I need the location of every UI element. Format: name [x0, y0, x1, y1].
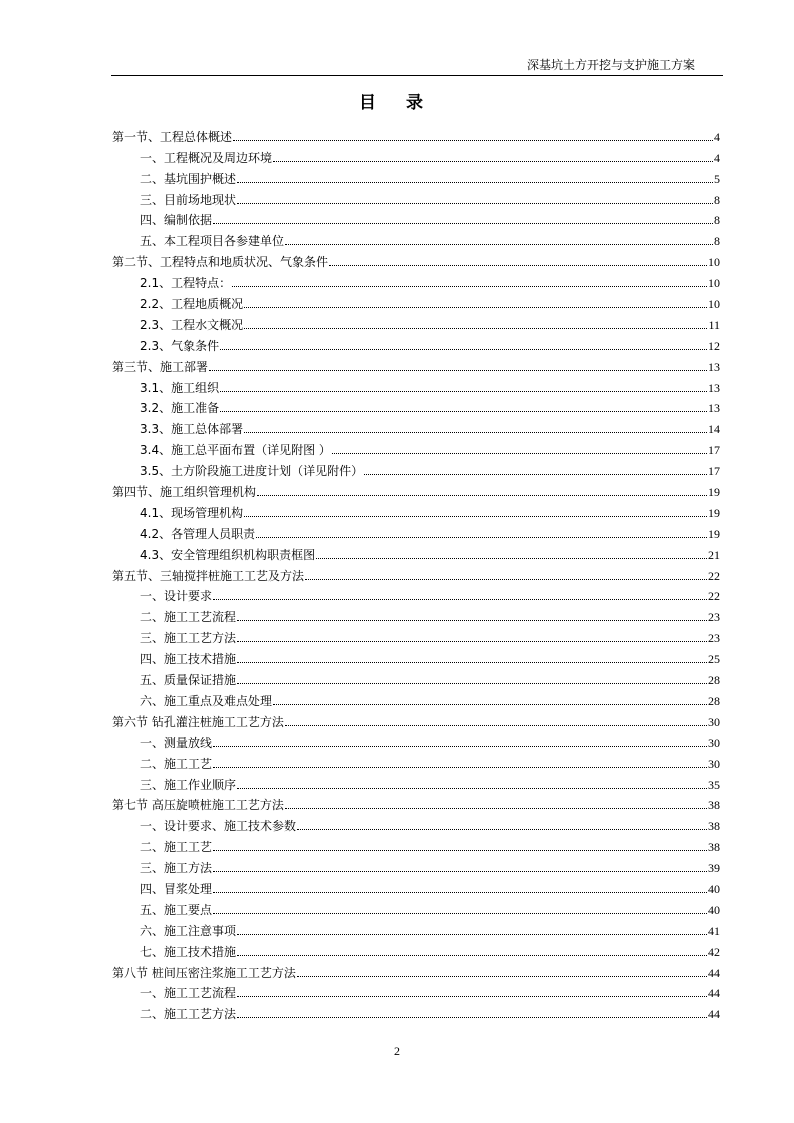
toc-entry-page: 8 — [714, 213, 720, 228]
toc-entry-page: 17 — [708, 443, 720, 458]
toc-subsection-entry[interactable] — [112, 897, 720, 918]
toc-entry-page: 13 — [708, 401, 720, 416]
toc-dot-leader — [237, 787, 707, 789]
toc-entry-label: 3.4、施工总平面布置（详见附图 ） — [140, 443, 331, 458]
toc-entry-label: 三、施工方法 — [140, 861, 213, 876]
toc-entry-page: 25 — [708, 652, 720, 667]
toc-subsection-entry[interactable] — [112, 646, 720, 667]
toc-entry-label: 四、冒浆处理 — [140, 881, 213, 896]
toc-dot-leader — [285, 243, 713, 245]
toc-entry-label: 二、施工工艺流程 — [140, 610, 237, 625]
toc-subsection-entry[interactable] — [112, 542, 720, 563]
toc-subsection-entry[interactable] — [112, 604, 720, 625]
toc-dot-leader — [332, 452, 707, 454]
table-of-contents — [112, 124, 720, 1022]
toc-dot-leader — [316, 557, 707, 559]
toc-subsection-entry[interactable] — [112, 416, 720, 437]
toc-dot-leader — [244, 306, 707, 308]
toc-entry-label: 第六节 钻孔灌注桩施工工艺方法 — [112, 714, 284, 729]
toc-subsection-entry[interactable] — [112, 730, 720, 751]
toc-entry-label: 四、施工技术措施 — [140, 652, 237, 667]
toc-subsection-entry[interactable] — [112, 166, 720, 187]
toc-subsection-entry[interactable] — [112, 772, 720, 793]
toc-section-entry[interactable] — [112, 709, 720, 730]
toc-dot-leader — [237, 682, 707, 684]
toc-entry-label: 四、编制依据 — [140, 213, 213, 228]
toc-dot-leader — [297, 828, 707, 830]
toc-entry-page: 40 — [708, 902, 720, 917]
toc-entry-label: 2.2、工程地质概况 — [140, 297, 244, 312]
toc-entry-page: 44 — [708, 965, 720, 980]
toc-dot-leader — [213, 891, 707, 893]
toc-entry-label: 2.3、工程水文概况 — [140, 317, 244, 332]
toc-subsection-entry[interactable] — [112, 625, 720, 646]
toc-subsection-entry[interactable] — [112, 208, 720, 229]
toc-subsection-entry[interactable] — [112, 751, 720, 772]
toc-entry-label: 三、目前场地现状 — [140, 192, 237, 207]
toc-entry-page: 11 — [708, 317, 720, 332]
toc-entry-label: 五、本工程项目各参建单位 — [140, 234, 285, 249]
toc-entry-label: 第一节、工程总体概述 — [112, 129, 233, 144]
toc-subsection-entry[interactable] — [112, 813, 720, 834]
toc-subsection-entry[interactable] — [112, 333, 720, 354]
toc-dot-leader — [237, 995, 707, 997]
toc-entry-page: 30 — [708, 735, 720, 750]
toc-entry-label: 2.3、气象条件 — [140, 338, 220, 353]
toc-entry-page: 28 — [708, 673, 720, 688]
toc-entry-page: 23 — [708, 610, 720, 625]
toc-dot-leader — [273, 703, 707, 705]
toc-section-entry[interactable] — [112, 479, 720, 500]
toc-entry-page: 13 — [708, 359, 720, 374]
toc-dot-leader — [244, 431, 707, 433]
toc-entry-page: 4 — [714, 129, 720, 144]
toc-entry-label: 一、施工工艺流程 — [140, 986, 237, 1001]
page-number: 2 — [394, 1044, 400, 1058]
toc-dot-leader — [237, 181, 713, 183]
toc-section-entry[interactable] — [112, 793, 720, 814]
header-title: 深基坑土方开挖与支护施工方案 — [526, 58, 695, 72]
toc-section-entry[interactable] — [112, 354, 720, 375]
toc-subsection-entry[interactable] — [112, 688, 720, 709]
toc-entry-page: 10 — [708, 276, 720, 291]
toc-entry-label: 第三节、施工部署 — [112, 359, 209, 374]
toc-dot-leader — [273, 160, 713, 162]
toc-entry-page: 5 — [714, 171, 720, 186]
toc-entry-page: 10 — [708, 255, 720, 270]
toc-dot-leader — [232, 285, 707, 287]
toc-entry-page: 21 — [708, 547, 720, 562]
toc-entry-page: 40 — [708, 881, 720, 896]
toc-entry-label: 第四节、施工组织管理机构 — [112, 485, 257, 500]
toc-entry-page: 30 — [708, 714, 720, 729]
toc-title: 目 录 — [359, 93, 435, 113]
toc-entry-page: 41 — [708, 923, 720, 938]
toc-entry-label: 七、施工技术措施 — [140, 944, 237, 959]
toc-dot-leader — [364, 473, 707, 475]
toc-entry-page: 8 — [714, 192, 720, 207]
toc-dot-leader — [213, 745, 707, 747]
toc-dot-leader — [237, 661, 707, 663]
toc-entry-label: 第二节、工程特点和地质状况、气象条件 — [112, 255, 329, 270]
toc-dot-leader — [233, 139, 713, 141]
toc-entry-label: 五、质量保证措施 — [140, 673, 237, 688]
toc-entry-page: 14 — [708, 422, 720, 437]
toc-entry-label: 4.3、安全管理组织机构职责框图 — [140, 547, 316, 562]
toc-entry-label: 4.2、各管理人员职责 — [140, 526, 256, 541]
toc-entry-label: 二、施工工艺 — [140, 756, 213, 771]
toc-subsection-entry[interactable] — [112, 939, 720, 960]
toc-subsection-entry[interactable] — [112, 876, 720, 897]
toc-dot-leader — [220, 390, 707, 392]
toc-entry-page: 30 — [708, 756, 720, 771]
toc-dot-leader — [237, 202, 713, 204]
toc-dot-leader — [256, 536, 707, 538]
toc-dot-leader — [329, 264, 707, 266]
toc-dot-leader — [213, 766, 707, 768]
toc-dot-leader — [237, 933, 707, 935]
toc-section-entry[interactable] — [112, 249, 720, 270]
toc-subsection-entry[interactable] — [112, 291, 720, 312]
toc-entry-label: 六、施工注意事项 — [140, 923, 237, 938]
toc-dot-leader — [220, 410, 707, 412]
toc-dot-leader — [244, 327, 707, 329]
toc-entry-label: 第八节 桩间压密注浆施工工艺方法 — [112, 965, 296, 980]
toc-subsection-entry[interactable] — [112, 584, 720, 605]
toc-entry-page: 35 — [708, 777, 720, 792]
toc-entry-page: 28 — [708, 693, 720, 708]
toc-entry-page: 19 — [708, 505, 720, 520]
toc-dot-leader — [213, 222, 713, 224]
toc-entry-page: 42 — [708, 944, 720, 959]
toc-entry-page: 22 — [708, 568, 720, 583]
toc-entry-label: 二、基坑围护概述 — [140, 171, 237, 186]
toc-dot-leader — [244, 515, 707, 517]
toc-subsection-entry[interactable] — [112, 437, 720, 458]
toc-dot-leader — [297, 975, 707, 977]
toc-entry-label: 3.3、施工总体部署 — [140, 422, 244, 437]
toc-section-entry[interactable] — [112, 563, 720, 584]
toc-entry-page: 13 — [708, 380, 720, 395]
toc-entry-label: 六、施工重点及难点处理 — [140, 693, 273, 708]
toc-entry-label: 五、施工要点 — [140, 902, 213, 917]
toc-entry-page: 10 — [708, 297, 720, 312]
toc-dot-leader — [237, 1016, 707, 1018]
toc-subsection-entry[interactable] — [112, 834, 720, 855]
toc-entry-page: 17 — [708, 464, 720, 479]
toc-dot-leader — [237, 640, 707, 642]
toc-subsection-entry[interactable] — [112, 375, 720, 396]
toc-subsection-entry[interactable] — [112, 918, 720, 939]
toc-section-entry[interactable] — [112, 124, 720, 145]
toc-dot-leader — [257, 494, 707, 496]
toc-subsection-entry[interactable] — [112, 1001, 720, 1022]
toc-entry-label: 第七节 高压旋喷桩施工工艺方法 — [112, 798, 284, 813]
toc-subsection-entry[interactable] — [112, 458, 720, 479]
toc-subsection-entry[interactable] — [112, 855, 720, 876]
toc-entry-label: 三、施工工艺方法 — [140, 631, 237, 646]
toc-entry-label: 3.1、施工组织 — [140, 380, 220, 395]
toc-dot-leader — [237, 619, 707, 621]
toc-entry-page: 44 — [708, 1007, 720, 1022]
toc-entry-page: 12 — [708, 338, 720, 353]
toc-subsection-entry[interactable] — [112, 228, 720, 249]
toc-dot-leader — [213, 870, 707, 872]
toc-subsection-entry[interactable] — [112, 500, 720, 521]
toc-entry-page: 39 — [708, 861, 720, 876]
toc-dot-leader — [213, 598, 707, 600]
toc-subsection-entry[interactable] — [112, 312, 720, 333]
toc-entry-label: 一、设计要求、施工技术参数 — [140, 819, 297, 834]
toc-entry-page: 19 — [708, 526, 720, 541]
toc-entry-label: 3.2、施工准备 — [140, 401, 220, 416]
toc-entry-page: 23 — [708, 631, 720, 646]
toc-entry-label: 二、施工工艺方法 — [140, 1007, 237, 1022]
toc-entry-page: 38 — [708, 819, 720, 834]
toc-entry-label: 4.1、现场管理机构 — [140, 505, 244, 520]
toc-subsection-entry[interactable] — [112, 145, 720, 166]
toc-dot-leader — [213, 912, 707, 914]
toc-dot-leader — [209, 369, 707, 371]
toc-dot-leader — [220, 348, 707, 350]
toc-entry-label: 第五节、三轴搅拌桩施工工艺及方法 — [112, 568, 305, 583]
toc-subsection-entry[interactable] — [112, 521, 720, 542]
toc-entry-page: 19 — [708, 485, 720, 500]
toc-dot-leader — [285, 807, 707, 809]
toc-dot-leader — [285, 724, 707, 726]
toc-entry-label: 一、测量放线 — [140, 735, 213, 750]
page-header — [111, 55, 723, 76]
toc-entry-page: 22 — [708, 589, 720, 604]
toc-entry-label: 3.5、土方阶段施工进度计划（详见附件） — [140, 464, 364, 479]
toc-subsection-entry[interactable] — [112, 187, 720, 208]
toc-dot-leader — [305, 578, 707, 580]
toc-entry-page: 38 — [708, 840, 720, 855]
toc-entry-page: 44 — [708, 986, 720, 1001]
toc-dot-leader — [213, 849, 707, 851]
toc-dot-leader — [237, 954, 707, 956]
toc-subsection-entry[interactable] — [112, 270, 720, 291]
toc-entry-page: 38 — [708, 798, 720, 813]
toc-subsection-entry[interactable] — [112, 981, 720, 1002]
toc-entry-label: 一、工程概况及周边环境 — [140, 150, 273, 165]
toc-entry-label: 一、设计要求 — [140, 589, 213, 604]
toc-entry-label: 三、施工作业顺序 — [140, 777, 237, 792]
toc-entry-page: 8 — [714, 234, 720, 249]
toc-subsection-entry[interactable] — [112, 667, 720, 688]
toc-section-entry[interactable] — [112, 960, 720, 981]
toc-subsection-entry[interactable] — [112, 396, 720, 417]
toc-entry-label: 二、施工工艺 — [140, 840, 213, 855]
toc-entry-page: 4 — [714, 150, 720, 165]
toc-entry-label: 2.1、工程特点： — [140, 276, 232, 291]
